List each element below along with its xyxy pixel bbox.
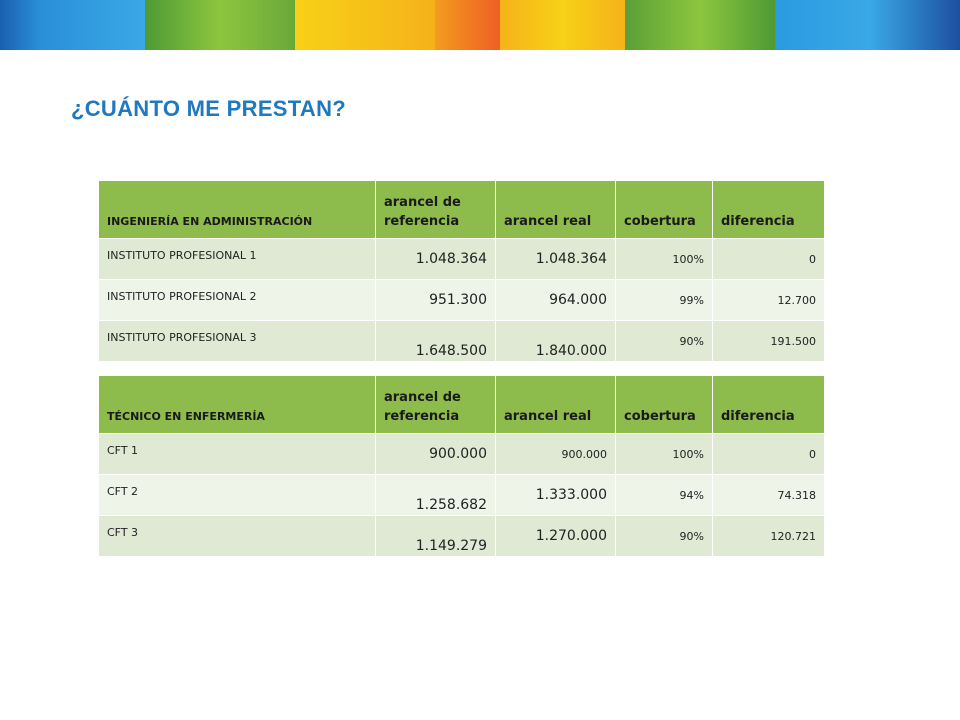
- column-header-program: INGENIERÍA EN ADMINISTRACIÓN: [99, 181, 376, 239]
- reference-fee: 951.300: [376, 280, 496, 321]
- banner-segment: [870, 0, 960, 50]
- institution-name: INSTITUTO PROFESIONAL 3: [99, 321, 376, 362]
- column-header-coverage: cobertura: [616, 181, 713, 239]
- banner-segment: [40, 0, 145, 50]
- coverage: 90%: [616, 321, 713, 362]
- coverage: 94%: [616, 475, 713, 516]
- institution-name: INSTITUTO PROFESIONAL 1: [99, 239, 376, 280]
- column-header-difference: diferencia: [713, 376, 825, 434]
- table-row: [99, 321, 825, 362]
- institution-name: CFT 3: [99, 516, 376, 557]
- table-row: [99, 239, 825, 280]
- column-header-reference-fee: arancel de referencia: [376, 376, 496, 434]
- column-header-difference: diferencia: [713, 181, 825, 239]
- column-header-real-fee: arancel real: [496, 376, 616, 434]
- difference: 0: [713, 434, 825, 475]
- difference: 191.500: [713, 321, 825, 362]
- banner-segment: [295, 0, 435, 50]
- column-header-real-fee: arancel real: [496, 181, 616, 239]
- table-row: [99, 280, 825, 321]
- table-row: [99, 475, 825, 516]
- real-fee: 1.840.000: [496, 321, 616, 362]
- table-ingenieria: [98, 180, 825, 362]
- institution-name: CFT 2: [99, 475, 376, 516]
- header-banner: [0, 0, 960, 50]
- banner-segment: [435, 0, 500, 50]
- table-row: [99, 516, 825, 557]
- coverage: 100%: [616, 434, 713, 475]
- difference: 74.318: [713, 475, 825, 516]
- coverage: 90%: [616, 516, 713, 557]
- real-fee: 964.000: [496, 280, 616, 321]
- real-fee: 1.270.000: [496, 516, 616, 557]
- reference-fee: 900.000: [376, 434, 496, 475]
- table-header-row: [99, 376, 825, 434]
- banner-segment: [625, 0, 775, 50]
- reference-fee: 1.149.279: [376, 516, 496, 557]
- institution-name: CFT 1: [99, 434, 376, 475]
- column-header-reference-fee: arancel de referencia: [376, 181, 496, 239]
- banner-segment: [775, 0, 870, 50]
- reference-fee: 1.048.364: [376, 239, 496, 280]
- table-enfermeria: [98, 375, 825, 557]
- table-row: [99, 434, 825, 475]
- coverage: 99%: [616, 280, 713, 321]
- difference: 120.721: [713, 516, 825, 557]
- institution-name: INSTITUTO PROFESIONAL 2: [99, 280, 376, 321]
- difference: 12.700: [713, 280, 825, 321]
- page-title: ¿CUÁNTO ME PRESTAN?: [71, 96, 346, 121]
- banner-segment: [500, 0, 625, 50]
- column-header-program: TÉCNICO EN ENFERMERÍA: [99, 376, 376, 434]
- banner-segment: [0, 0, 40, 50]
- table-header-row: [99, 181, 825, 239]
- reference-fee: 1.258.682: [376, 475, 496, 516]
- banner-segment: [145, 0, 295, 50]
- coverage: 100%: [616, 239, 713, 280]
- real-fee: 1.048.364: [496, 239, 616, 280]
- reference-fee: 1.648.500: [376, 321, 496, 362]
- real-fee: 1.333.000: [496, 475, 616, 516]
- column-header-coverage: cobertura: [616, 376, 713, 434]
- difference: 0: [713, 239, 825, 280]
- real-fee: 900.000: [496, 434, 616, 475]
